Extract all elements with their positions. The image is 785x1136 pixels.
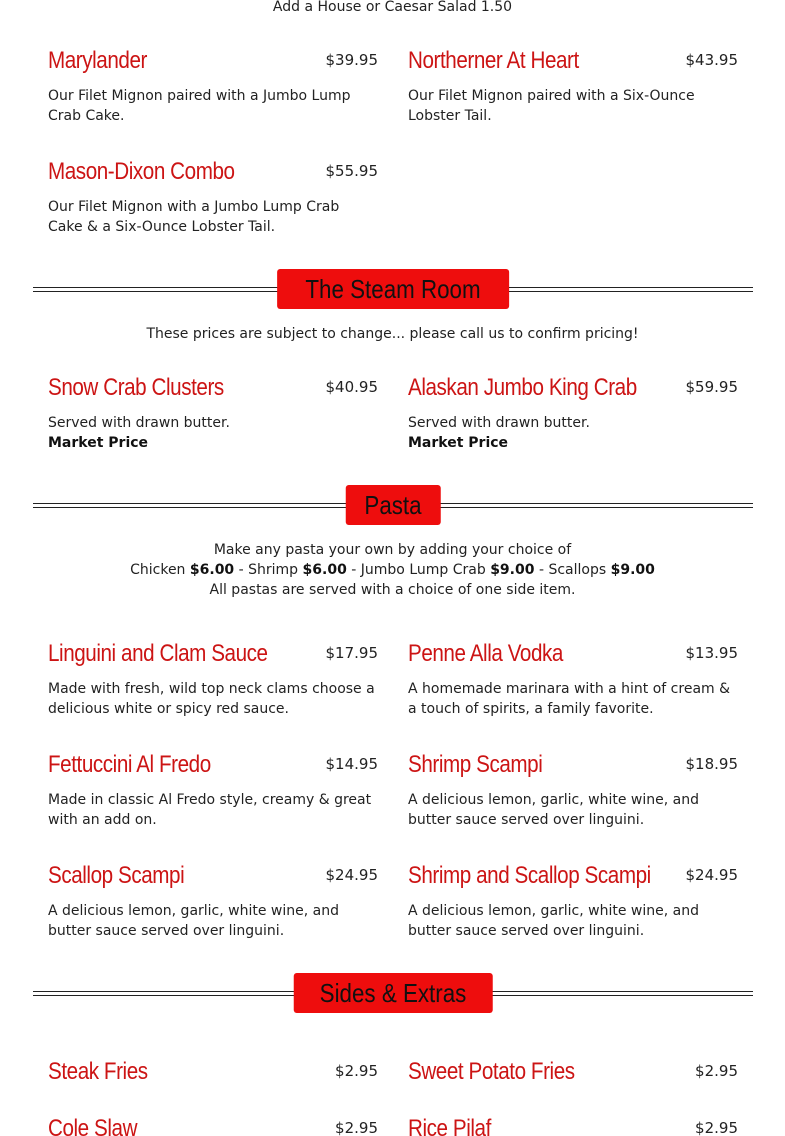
menu-item-name: Steak Fries — [48, 1058, 148, 1085]
section-title: The Steam Room — [277, 269, 509, 309]
steam-room-pricing-note: These prices are subject to change... please call us to confirm pricing! — [146, 326, 639, 342]
menu-item-name: Shrimp Scampi — [408, 751, 543, 778]
menu-item-description: Our Filet Mignon paired with a Six-Ounce Lobster Tail. — [408, 88, 695, 124]
pasta-addon-prices — [0, 560, 785, 580]
menu-item-description-text: Served with drawn butter. — [48, 415, 230, 431]
menu-item-price: $59.95 — [685, 378, 738, 396]
pasta-addon-note — [0, 540, 785, 600]
section-title: Sides & Extras — [294, 973, 493, 1013]
menu-item-price: $2.95 — [335, 1119, 378, 1136]
menu-item-price: $14.95 — [325, 755, 378, 773]
menu-item-name: Penne Alla Vodka — [408, 640, 563, 667]
menu-item-price: $40.95 — [325, 378, 378, 396]
menu-item-price: $55.95 — [325, 162, 378, 180]
menu-item-price: $24.95 — [325, 866, 378, 884]
menu-item-description: A delicious lemon, garlic, white wine, and butter sauce served over linguini. — [408, 903, 699, 939]
menu-item-description: Our Filet Mignon with a Jumbo Lump Crab Cake & a Six-Ounce Lobster Tail. — [48, 199, 340, 235]
menu-item-name: Linguini and Clam Sauce — [48, 640, 268, 667]
addon-crab-price: $9.00 — [490, 562, 535, 578]
menu-item-name: Mason-Dixon Combo — [48, 158, 235, 185]
addon-shrimp-label: - Shrimp — [238, 562, 299, 578]
pasta-note-line3: All pastas are served with a choice of one side item. — [209, 582, 576, 598]
menu-item-name: Alaskan Jumbo King Crab — [408, 374, 637, 401]
menu-item-description: Made with fresh, wild top neck clams choose a delicious white or spicy red sauce. — [48, 681, 375, 717]
menu-item-price: $17.95 — [325, 644, 378, 662]
menu-item-name: Rice Pilaf — [408, 1115, 491, 1136]
menu-item-price: $43.95 — [685, 51, 738, 69]
menu-item-description — [48, 413, 378, 453]
menu-item-name: Snow Crab Clusters — [48, 374, 224, 401]
menu-item-price: $18.95 — [685, 755, 738, 773]
menu-item-price: $2.95 — [335, 1062, 378, 1080]
menu-item-price: $24.95 — [685, 866, 738, 884]
menu-item-name: Shrimp and Scallop Scampi — [408, 862, 651, 889]
section-header-sides-extras — [33, 973, 753, 1017]
menu-item-description: Our Filet Mignon paired with a Jumbo Lump Crab Cake. — [48, 88, 351, 124]
menu-item-name: Cole Slaw — [48, 1115, 138, 1136]
addon-shrimp-price: $6.00 — [302, 562, 347, 578]
addon-scallops-label: - Scallops — [538, 562, 607, 578]
menu-item-name: Fettuccini Al Fredo — [48, 751, 211, 778]
menu-item-price: $13.95 — [685, 644, 738, 662]
menu-item-price: $39.95 — [325, 51, 378, 69]
menu-item-description-text: Served with drawn butter. — [408, 415, 590, 431]
salad-addon-note: Add a House or Caesar Salad 1.50 — [272, 0, 513, 15]
menu-item-description: A delicious lemon, garlic, white wine, and butter sauce served over linguini. — [48, 903, 339, 939]
market-price-label: Market Price — [408, 435, 509, 451]
section-header-steam-room — [33, 269, 753, 313]
market-price-label: Market Price — [48, 435, 149, 451]
menu-item-name: Marylander — [48, 47, 147, 74]
addon-chicken-price: $6.00 — [189, 562, 235, 578]
menu-item-price: $2.95 — [695, 1119, 738, 1136]
addon-crab-label: - Jumbo Lump Crab — [351, 562, 486, 578]
menu-item-price: $2.95 — [695, 1062, 738, 1080]
menu-item-description: Made in classic Al Fredo style, creamy & great with an add on. — [48, 792, 372, 828]
addon-chicken-label: Chicken — [130, 562, 186, 578]
menu-item-description: A homemade marinara with a hint of cream & a touch of spirits, a family favorite. — [408, 681, 731, 717]
section-header-pasta — [33, 485, 753, 529]
pasta-note-line1: Make any pasta your own by adding your choice of — [213, 542, 572, 558]
addon-scallops-price: $9.00 — [610, 562, 655, 578]
menu-item-name: Sweet Potato Fries — [408, 1058, 575, 1085]
menu-item-name: Northerner At Heart — [408, 47, 579, 74]
section-title: Pasta — [346, 485, 441, 525]
menu-item-name: Scallop Scampi — [48, 862, 185, 889]
menu-item-description: A delicious lemon, garlic, white wine, and butter sauce served over linguini. — [408, 792, 699, 828]
menu-item-description — [408, 413, 738, 453]
